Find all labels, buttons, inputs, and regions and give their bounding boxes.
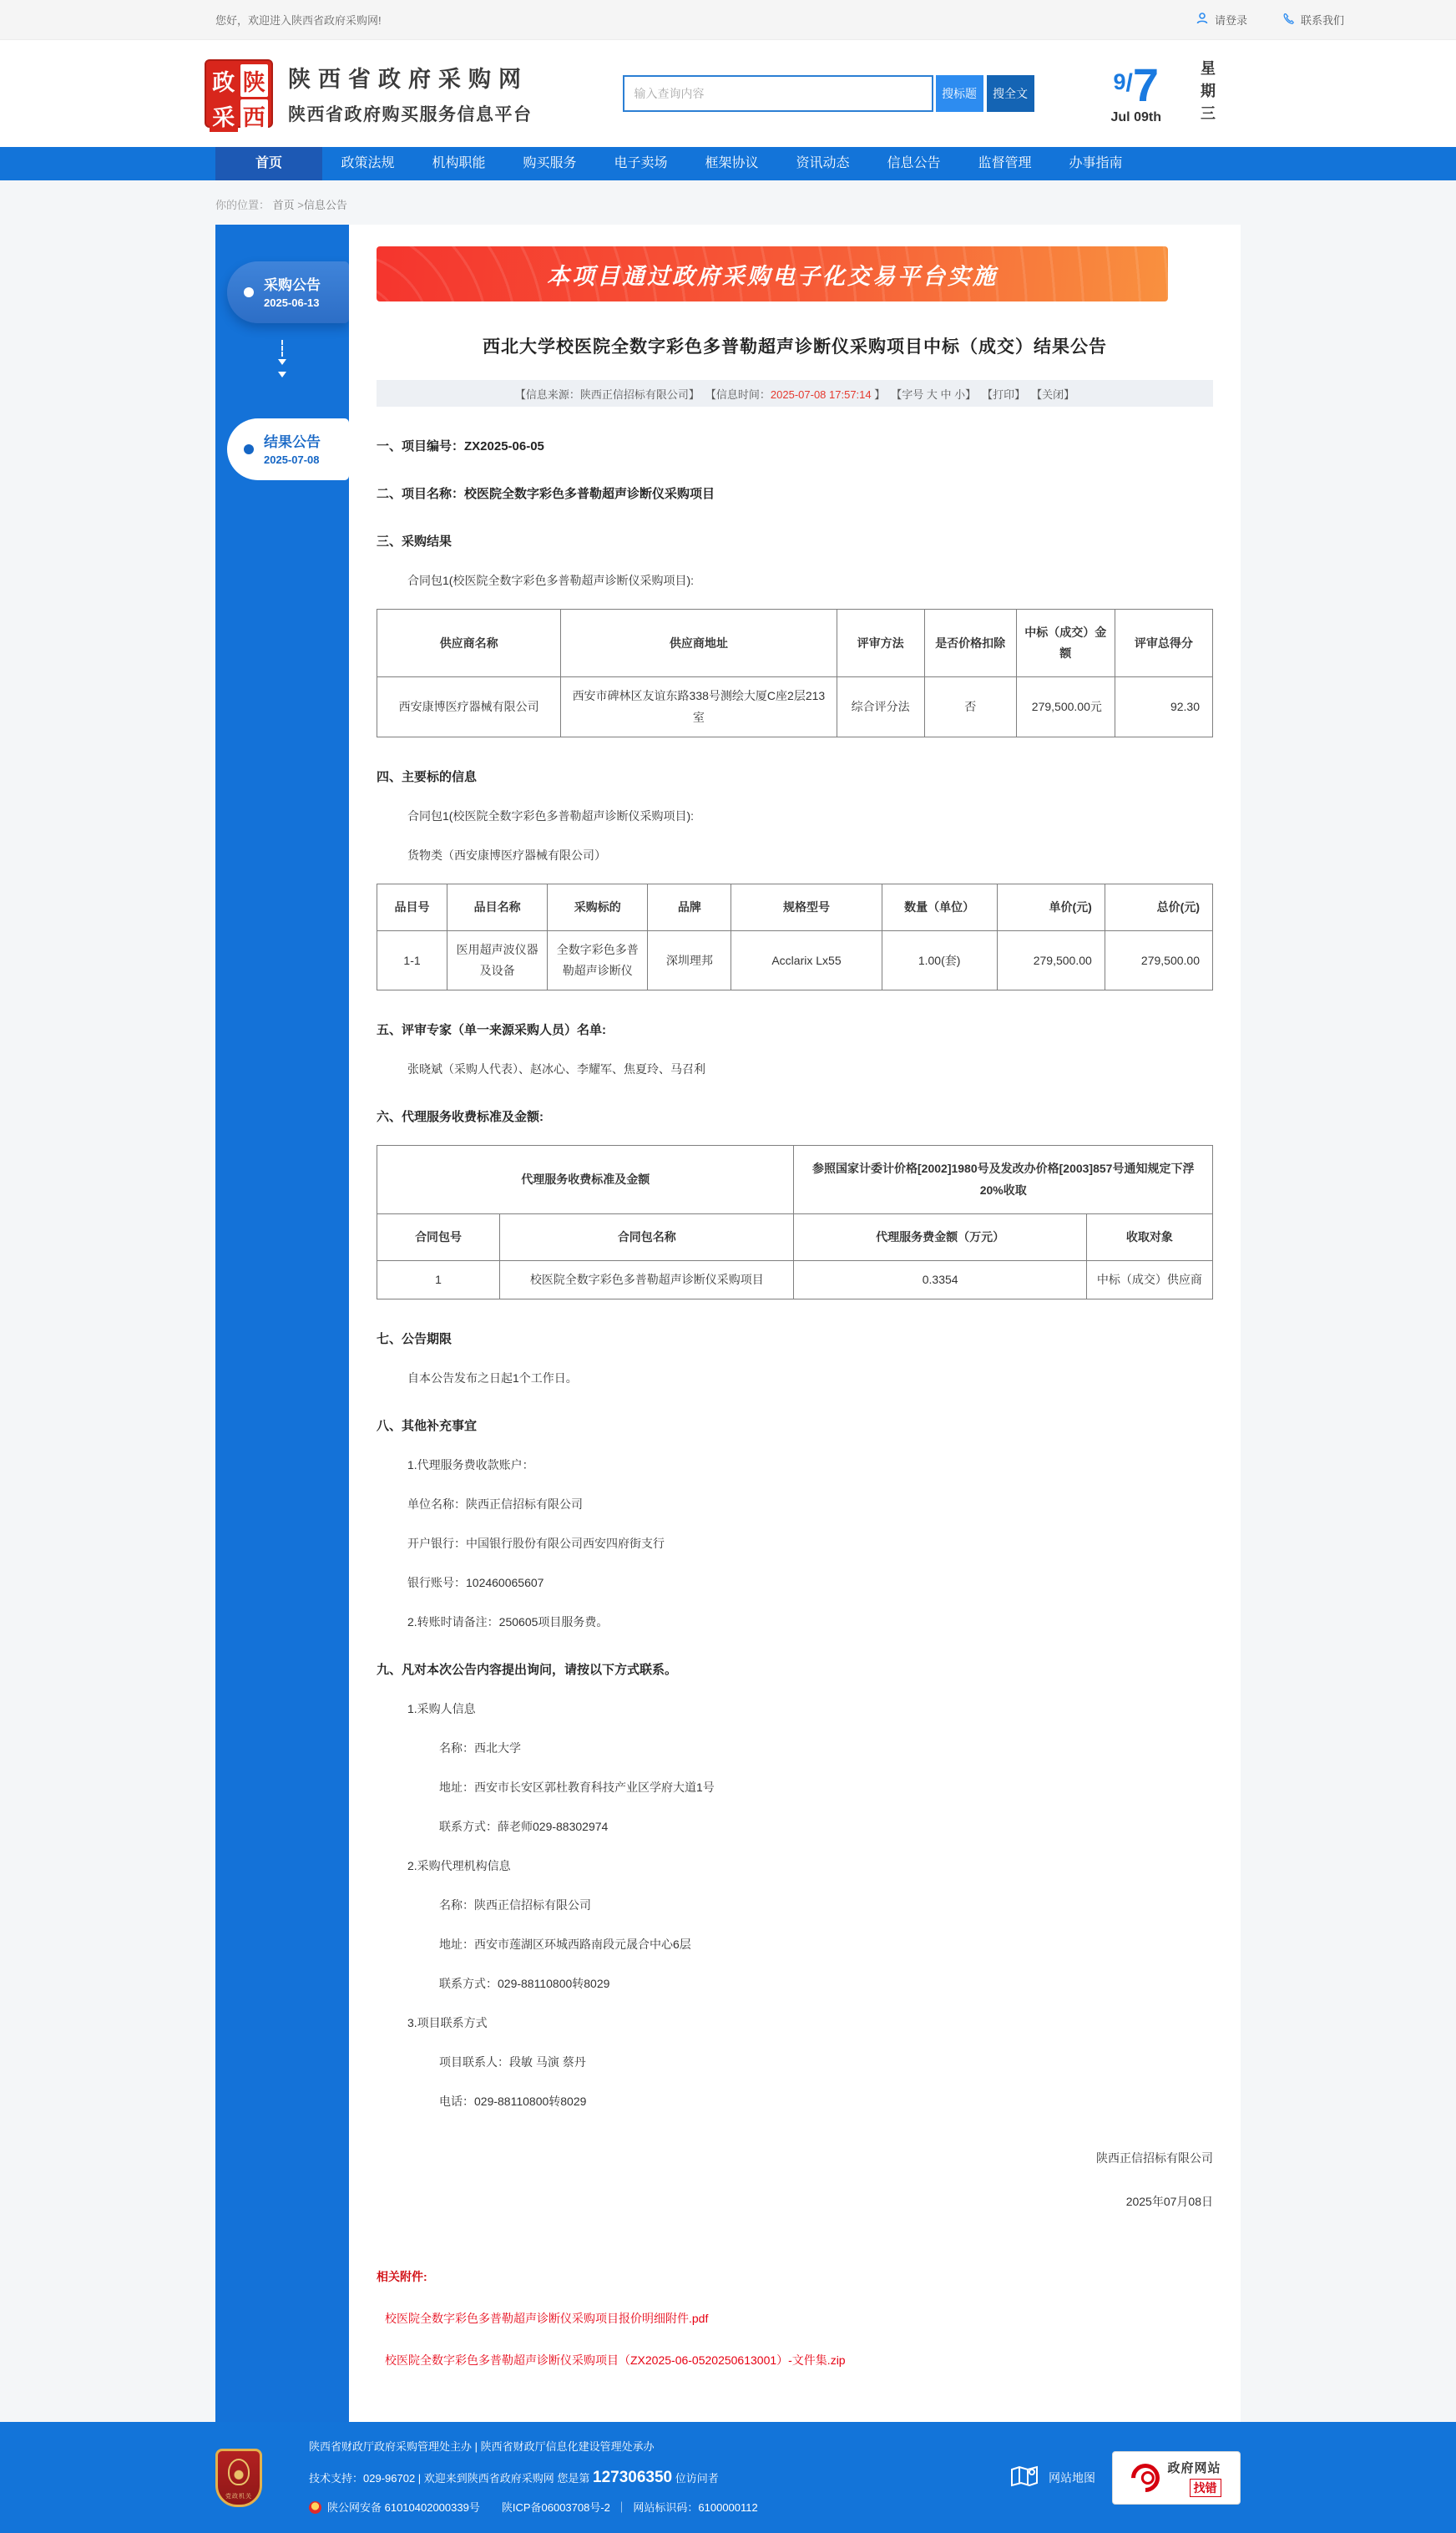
other-line: 1.代理服务费收款账户： [407, 1458, 534, 1472]
sidebar-item-result-notice[interactable]: 结果公告 2025-07-08 [227, 418, 349, 480]
nav-item-framework-agreement[interactable]: 框架协议 [705, 156, 759, 170]
print-button[interactable]: 【打印】 [982, 388, 1026, 401]
section-experts-head: 五、评审专家（单一来源采购人员）名单: [377, 1023, 606, 1038]
search-input[interactable] [623, 75, 933, 112]
timeline-arrow-icon [215, 340, 349, 382]
section-project-number: 一、项目编号：ZX2025-06-05 [377, 439, 544, 453]
contact-group-title: 2.采购代理机构信息 [407, 1859, 511, 1873]
other-line: 开户银行：中国银行股份有限公司西安四府街支行 [407, 1537, 665, 1551]
contact-line: 电话：029-88110800转8029 [439, 2095, 587, 2109]
nav-item-home[interactable]: 首页 [215, 147, 322, 180]
contact-line: 项目联系人：段敏 马演 蔡丹 [439, 2055, 586, 2069]
phone-icon [1282, 13, 1295, 28]
footer-organizer-line: 陕西省财政厅政府采购管理处主办 | 陕西省财政厅信息化建设管理处承办 [309, 2439, 655, 2453]
sidebar-item-purchase-notice[interactable]: 采购公告 2025-06-13 [227, 261, 349, 323]
contact-link[interactable]: 联系我们 [1282, 12, 1344, 28]
emblem-torch-icon [228, 2459, 250, 2485]
beian-number[interactable]: 陕公网安备 61010402000339号 [327, 2501, 480, 2515]
other-line: 2.转账时请备注：250605项目服务费。 [407, 1615, 609, 1629]
search-fulltext-button[interactable]: 搜全文 [987, 75, 1034, 112]
contract-package-line: 合同包1(校医院全数字彩色多普勒超声诊断仪采购项目): [407, 574, 694, 587]
contact-line: 地址：西安市长安区郭杜教育科技产业区学府大道1号 [439, 1781, 715, 1795]
other-line: 银行账号：102460065607 [407, 1576, 544, 1590]
visitor-count: 127306350 [593, 2468, 673, 2486]
experts-list: 张晓斌（采购人代表）、赵冰心、李耀军、焦夏玲、马召利 [407, 1062, 705, 1077]
signature-block [377, 2150, 1213, 2210]
contact-line: 地址：西安市莲湖区环城西路南段元晟合中心6层 [439, 1938, 691, 1952]
nav-item-supervision[interactable]: 监督管理 [978, 156, 1032, 170]
section-other-head: 八、其他补充事宜 [377, 1419, 478, 1434]
search-title-button[interactable]: 搜标题 [936, 75, 983, 112]
announcement-title: 西北大学校医院全数字彩色多普勒超声诊断仪采购项目中标（成交）结果公告 [483, 337, 1107, 357]
section-result-head: 三、采购结果 [377, 534, 452, 549]
contact-group-title: 3.项目联系方式 [407, 2016, 488, 2030]
magnifier-icon [1125, 2458, 1165, 2498]
attachment-link-pdf[interactable]: 校医院全数字彩色多普勒超声诊断仪采购项目报价明细附件.pdf [385, 2312, 709, 2326]
contact-line: 名称：西北大学 [439, 1741, 521, 1755]
attachment-link-zip[interactable]: 校医院全数字彩色多普勒超声诊断仪采购项目（ZX2025-06-0520250613001）-文件集.zip [385, 2353, 846, 2368]
public-security-badge-icon [309, 2501, 321, 2514]
welcome-text: 您好，欢迎进入陕西省政府采购网! [215, 14, 382, 27]
platform-banner: 本项目通过政府采购电子化交易平台实施 [377, 246, 1168, 301]
nav-item-policies[interactable]: 政策法规 [341, 156, 395, 170]
info-time: 【信息时间：2025-07-08 17:57:14 】 [705, 388, 886, 401]
other-line: 单位名称：陕西正信招标有限公司 [407, 1497, 583, 1512]
nav-item-e-marketplace[interactable]: 电子卖场 [614, 156, 668, 170]
announcement-card [349, 225, 1241, 2422]
signature-org: 陕西正信招标有限公司 [1096, 2151, 1213, 2166]
date-widget: 9/7 Jul 09th [1110, 58, 1161, 124]
contract-package-line: 合同包1(校医院全数字彩色多普勒超声诊断仪采购项目): [407, 808, 694, 823]
contact-line: 联系方式：薛老师029-88302974 [439, 1820, 609, 1834]
info-source: 【信息来源：陕西正信招标有限公司】 [514, 388, 700, 401]
site-header [0, 40, 1456, 147]
site-logo: 政 陕 采 西 [205, 59, 273, 128]
user-icon [1196, 12, 1209, 28]
agency-fee-table: 代理服务收费标准及金额 参照国家计委计价格[2002]1980号及发改办价格[2003]857号通知规定下浮20%收取 合同包号 合同包名称 代理服务费金额（万元） 收取对象 1 校医院全数字彩色多普勒超声诊断仪采购项目 0.3354 中标（成交）供应商 [377, 1145, 1213, 1299]
nav-item-guide[interactable]: 办事指南 [1069, 156, 1123, 170]
sitemap-link[interactable]: 网站地图 [1009, 2463, 1095, 2492]
topbar [0, 0, 1456, 40]
gov-website-error-report-badge[interactable]: 政府网站 找错 [1112, 2451, 1241, 2505]
attachments-label: 相关附件: [377, 2270, 427, 2284]
table-row: 1-1 医用超声波仪器及设备 全数字彩色多普勒超声诊断仪 深圳理邦 Acclarix Lx55 1.00(套) 279,500.00 279,500.00 [377, 930, 1213, 990]
result-table: 供应商名称 供应商地址 评审方法 是否价格扣除 中标（成交）金额 评审总得分 西安康博医疗器械有限公司 西安市碑林区友谊东路338号测绘大厦C座2层213室 综合评分法 否 279,500.00元 92.30 [377, 609, 1213, 737]
weekday-label: 星期三 [1198, 59, 1216, 128]
breadcrumb-current[interactable]: 信息公告 [303, 199, 347, 211]
nav-item-purchase-services[interactable]: 购买服务 [523, 156, 577, 170]
main-nav [0, 147, 1456, 180]
timeline-sidebar [215, 225, 349, 2422]
map-icon [1009, 2463, 1039, 2492]
site-footer [0, 2422, 1456, 2533]
items-table: 品目号 品目名称 采购标的 品牌 规格型号 数量（单位） 单价(元) 总价(元) 1-1 医用超声波仪器及设备 全数字彩色多普勒超声诊断仪 深圳理邦 Acclarix Lx55 1.00(套) 279,500.00 279,500.00 [377, 884, 1213, 991]
section-items-head: 四、主要标的信息 [377, 769, 478, 784]
section-contact-head: 九、凡对本次公告内容提出询问，请按以下方式联系。 [377, 1663, 678, 1678]
footer-beian-line: 陕公网安备 61010402000339号 陕ICP备06003708号-2 ｜ 网站标识码：6100000112 [309, 2495, 758, 2520]
table-row: 1 校医院全数字彩色多普勒超声诊断仪采购项目 0.3354 中标（成交）供应商 [377, 1260, 1213, 1299]
section-agency-fee-head: 六、代理服务收费标准及金额: [377, 1110, 543, 1125]
footer-support-line: 技术支持：029-96702 | 欢迎来到陕西省政府采购网 您是第 127306350 位访问者 [309, 2468, 719, 2486]
login-link[interactable]: 请登录 [1196, 12, 1247, 28]
goods-category-line: 货物类（西安康博医疗器械有限公司） [407, 848, 606, 862]
icp-number[interactable]: 陕ICP备06003708号-2 [501, 2501, 610, 2515]
font-size-control[interactable]: 【字号 大 中 小】 [891, 388, 977, 401]
section-period-head: 七、公告期限 [377, 1332, 452, 1347]
site-subtitle: 陕西省政府购买服务信息平台 [288, 105, 533, 124]
nav-item-announcements[interactable]: 信息公告 [887, 156, 941, 170]
search-bar [623, 75, 1034, 112]
site-title: 陕西省政府采购网 [288, 67, 528, 92]
government-emblem: 党政机关 [215, 2449, 262, 2507]
table-row: 西安康博医疗器械有限公司 西安市碑林区友谊东路338号测绘大厦C座2层213室 综合评分法 否 279,500.00元 92.30 [377, 677, 1213, 737]
contact-line: 名称：陕西正信招标有限公司 [439, 1898, 591, 1912]
breadcrumb-home[interactable]: 首页 [272, 199, 295, 211]
section-project-name: 二、项目名称：校医院全数字彩色多普勒超声诊断仪采购项目 [377, 487, 715, 501]
nav-item-news[interactable]: 资讯动态 [796, 156, 850, 170]
contact-group-title: 1.采购人信息 [407, 1702, 476, 1716]
timeline-dot [244, 287, 254, 297]
signature-date: 2025年07月08日 [1125, 2195, 1213, 2209]
meta-bar [377, 380, 1213, 407]
breadcrumb: 你的位置： 首页 >信息公告 [215, 199, 347, 211]
timeline-dot [244, 444, 254, 454]
period-text: 自本公告发布之日起1个工作日。 [407, 1371, 578, 1386]
nav-item-functions[interactable]: 机构职能 [432, 156, 486, 170]
contact-line: 联系方式：029-88110800转8029 [439, 1977, 610, 1991]
close-button[interactable]: 【关闭】 [1031, 388, 1075, 401]
site-code: 网站标识码：6100000112 [633, 2501, 758, 2515]
